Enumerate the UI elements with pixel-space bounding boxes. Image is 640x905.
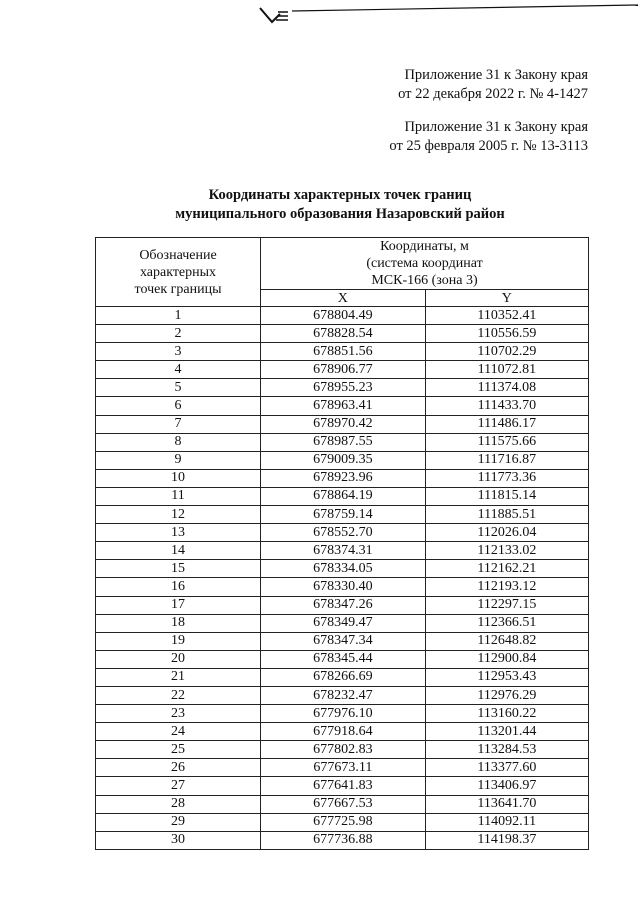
- handwritten-mark: [258, 2, 638, 28]
- x-coordinate-cell: 678349.47: [261, 614, 426, 632]
- point-number-cell: 1: [96, 307, 261, 325]
- table-row: [96, 777, 589, 795]
- y-coordinate-cell: 112976.29: [425, 686, 588, 704]
- y-coordinate-cell: 111815.14: [425, 487, 588, 505]
- x-coordinate-cell: 678987.55: [261, 433, 426, 451]
- column-header-x: X: [261, 290, 426, 307]
- y-coordinate-cell: 111716.87: [425, 451, 588, 469]
- x-coordinate-cell: 678232.47: [261, 686, 426, 704]
- y-coordinate-cell: 111773.36: [425, 469, 588, 487]
- appendix-line: Приложение 31 к Закону края: [404, 119, 588, 135]
- y-coordinate-cell: 112648.82: [425, 632, 588, 650]
- table-row: [96, 542, 589, 560]
- x-coordinate-cell: 678828.54: [261, 325, 426, 343]
- column-header-coordinates: [261, 238, 589, 290]
- appendix-line: от 25 февраля 2005 г. № 13-3113: [389, 138, 588, 154]
- x-coordinate-cell: 677802.83: [261, 741, 426, 759]
- point-number-cell: 17: [96, 596, 261, 614]
- point-number-cell: 27: [96, 777, 261, 795]
- x-coordinate-cell: 678266.69: [261, 668, 426, 686]
- table-row: [96, 578, 589, 596]
- coordinates-table: [95, 237, 589, 850]
- x-coordinate-cell: 677976.10: [261, 705, 426, 723]
- x-coordinate-cell: 678374.31: [261, 542, 426, 560]
- y-coordinate-cell: 112162.21: [425, 560, 588, 578]
- x-coordinate-cell: 678347.34: [261, 632, 426, 650]
- table-row: [96, 831, 589, 849]
- table-row: [96, 759, 589, 777]
- column-header-y: Y: [425, 290, 588, 307]
- y-coordinate-cell: 112193.12: [425, 578, 588, 596]
- y-coordinate-cell: 111374.08: [425, 379, 588, 397]
- title-line: Координаты характерных точек границ: [208, 187, 472, 203]
- point-number-cell: 28: [96, 795, 261, 813]
- table-row: [96, 795, 589, 813]
- table-body: [96, 307, 589, 850]
- header-line: характерных: [139, 264, 217, 280]
- y-coordinate-cell: 112900.84: [425, 650, 588, 668]
- point-number-cell: 7: [96, 415, 261, 433]
- point-number-cell: 23: [96, 705, 261, 723]
- y-coordinate-cell: 111486.17: [425, 415, 588, 433]
- table-row: [96, 723, 589, 741]
- point-number-cell: 11: [96, 487, 261, 505]
- y-coordinate-cell: 112026.04: [425, 524, 588, 542]
- y-coordinate-cell: 112953.43: [425, 668, 588, 686]
- point-number-cell: 8: [96, 433, 261, 451]
- point-number-cell: 29: [96, 813, 261, 831]
- table-row: [96, 307, 589, 325]
- x-coordinate-cell: 678955.23: [261, 379, 426, 397]
- x-coordinate-cell: 677918.64: [261, 723, 426, 741]
- header-line: Обозначение: [139, 247, 217, 263]
- point-number-cell: 9: [96, 451, 261, 469]
- x-coordinate-cell: 678804.49: [261, 307, 426, 325]
- y-coordinate-cell: 111072.81: [425, 361, 588, 379]
- point-number-cell: 25: [96, 741, 261, 759]
- table-row: [96, 524, 589, 542]
- table-row: [96, 325, 589, 343]
- x-coordinate-cell: 678864.19: [261, 487, 426, 505]
- x-coordinate-cell: 678851.56: [261, 343, 426, 361]
- y-coordinate-cell: 113406.97: [425, 777, 588, 795]
- point-number-cell: 12: [96, 506, 261, 524]
- point-number-cell: 3: [96, 343, 261, 361]
- point-number-cell: 5: [96, 379, 261, 397]
- table-row: [96, 506, 589, 524]
- x-coordinate-cell: 678345.44: [261, 650, 426, 668]
- point-number-cell: 10: [96, 469, 261, 487]
- x-coordinate-cell: 678334.05: [261, 560, 426, 578]
- point-number-cell: 16: [96, 578, 261, 596]
- y-coordinate-cell: 110352.41: [425, 307, 588, 325]
- table-row: [96, 560, 589, 578]
- table-row: [96, 415, 589, 433]
- x-coordinate-cell: 678906.77: [261, 361, 426, 379]
- y-coordinate-cell: 113641.70: [425, 795, 588, 813]
- point-number-cell: 4: [96, 361, 261, 379]
- point-number-cell: 24: [96, 723, 261, 741]
- y-coordinate-cell: 111885.51: [425, 506, 588, 524]
- header-line: МСК-166 (зона 3): [371, 273, 478, 288]
- x-coordinate-cell: 678347.26: [261, 596, 426, 614]
- point-number-cell: 21: [96, 668, 261, 686]
- table-row: [96, 361, 589, 379]
- table-row: [96, 813, 589, 831]
- y-coordinate-cell: 113377.60: [425, 759, 588, 777]
- table-row: [96, 379, 589, 397]
- x-coordinate-cell: 677667.53: [261, 795, 426, 813]
- y-coordinate-cell: 113201.44: [425, 723, 588, 741]
- table-row: [96, 487, 589, 505]
- header-line: (система координат: [366, 256, 483, 271]
- x-coordinate-cell: 678970.42: [261, 415, 426, 433]
- x-coordinate-cell: 678552.70: [261, 524, 426, 542]
- point-number-cell: 13: [96, 524, 261, 542]
- point-number-cell: 19: [96, 632, 261, 650]
- y-coordinate-cell: 113160.22: [425, 705, 588, 723]
- table-row: [96, 596, 589, 614]
- table-row: [96, 614, 589, 632]
- y-coordinate-cell: 112297.15: [425, 596, 588, 614]
- point-number-cell: 15: [96, 560, 261, 578]
- point-number-cell: 14: [96, 542, 261, 560]
- point-number-cell: 18: [96, 614, 261, 632]
- x-coordinate-cell: 678923.96: [261, 469, 426, 487]
- table-row: [96, 705, 589, 723]
- point-number-cell: 26: [96, 759, 261, 777]
- appendix-line: Приложение 31 к Закону края: [404, 67, 588, 83]
- table-row: [96, 433, 589, 451]
- point-number-cell: 2: [96, 325, 261, 343]
- appendix-note-current: [398, 66, 588, 104]
- header-line: Координаты, м: [380, 239, 469, 254]
- y-coordinate-cell: 110702.29: [425, 343, 588, 361]
- table-row: [96, 686, 589, 704]
- x-coordinate-cell: 677736.88: [261, 831, 426, 849]
- document-title: [0, 186, 640, 224]
- y-coordinate-cell: 111433.70: [425, 397, 588, 415]
- y-coordinate-cell: 114198.37: [425, 831, 588, 849]
- x-coordinate-cell: 678759.14: [261, 506, 426, 524]
- table-row: [96, 469, 589, 487]
- point-number-cell: 22: [96, 686, 261, 704]
- y-coordinate-cell: 114092.11: [425, 813, 588, 831]
- y-coordinate-cell: 110556.59: [425, 325, 588, 343]
- title-line: муниципального образования Назаровский район: [175, 206, 505, 222]
- table-row: [96, 650, 589, 668]
- y-coordinate-cell: 113284.53: [425, 741, 588, 759]
- appendix-line: от 22 декабря 2022 г. № 4-1427: [398, 86, 588, 102]
- y-coordinate-cell: 112366.51: [425, 614, 588, 632]
- point-number-cell: 20: [96, 650, 261, 668]
- x-coordinate-cell: 677673.11: [261, 759, 426, 777]
- table-row: [96, 343, 589, 361]
- x-coordinate-cell: 678963.41: [261, 397, 426, 415]
- table-row: [96, 632, 589, 650]
- x-coordinate-cell: 679009.35: [261, 451, 426, 469]
- column-header-point: [96, 238, 261, 307]
- table-row: [96, 741, 589, 759]
- y-coordinate-cell: 111575.66: [425, 433, 588, 451]
- x-coordinate-cell: 677725.98: [261, 813, 426, 831]
- point-number-cell: 6: [96, 397, 261, 415]
- point-number-cell: 30: [96, 831, 261, 849]
- header-line: точек границы: [134, 281, 222, 297]
- table-row: [96, 397, 589, 415]
- x-coordinate-cell: 678330.40: [261, 578, 426, 596]
- x-coordinate-cell: 677641.83: [261, 777, 426, 795]
- appendix-note-original: [389, 118, 588, 156]
- table-row: [96, 451, 589, 469]
- table-row: [96, 668, 589, 686]
- y-coordinate-cell: 112133.02: [425, 542, 588, 560]
